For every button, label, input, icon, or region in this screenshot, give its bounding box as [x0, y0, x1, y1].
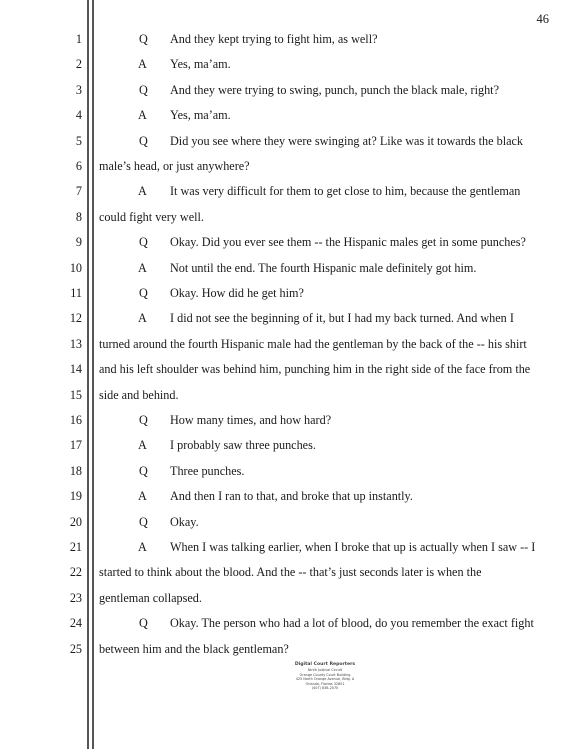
line-text: started to think about the blood. And the -- that’s just seconds later is when the: [99, 565, 482, 580]
line-text: Yes, ma’am.: [170, 108, 231, 123]
line-number: 2: [75, 57, 82, 72]
speaker-label: Q: [139, 413, 148, 427]
line-text: Yes, ma’am.: [170, 57, 231, 72]
speaker-label: Q: [139, 133, 148, 148]
speaker-label: Q: [139, 616, 148, 631]
line-number: 23: [69, 590, 82, 605]
transcript-line: [0, 131, 560, 151]
transcript-line: [0, 232, 560, 252]
speaker-label: Q: [139, 514, 148, 529]
transcript-line: [0, 588, 560, 608]
line-text: Okay. Did you ever see them -- the Hispanic males get in some punches?: [170, 235, 526, 250]
line-text: Did you see where they were swinging at? Like was it towards the black: [170, 133, 523, 148]
line-number: 18: [69, 463, 82, 478]
line-text: side and behind.: [99, 387, 179, 402]
speaker-label: Q: [139, 82, 148, 97]
transcript-line: [0, 639, 560, 659]
transcript-line: [0, 207, 560, 227]
transcript-line: [0, 461, 560, 481]
line-number: 20: [69, 514, 82, 529]
speaker-label: A: [138, 489, 147, 504]
transcript-line: [0, 385, 560, 405]
transcript-line: [0, 562, 560, 582]
speaker-label: A: [138, 438, 147, 453]
line-text: And then I ran to that, and broke that up instantly.: [170, 489, 413, 504]
line-text: could fight very well.: [99, 209, 204, 224]
speaker-label: A: [138, 108, 147, 123]
line-number: 13: [69, 336, 82, 351]
line-text: Not until the end. The fourth Hispanic male definitely got him.: [170, 260, 477, 275]
line-number: 12: [69, 311, 82, 326]
line-text: between him and the black gentleman?: [99, 641, 289, 656]
line-text: male’s head, or just anywhere?: [99, 159, 250, 173]
line-text: And they kept trying to fight him, as well?: [170, 32, 378, 46]
line-number: 8: [75, 209, 82, 224]
speaker-label: A: [138, 57, 147, 72]
transcript-line: [0, 512, 560, 532]
transcript-line: [0, 435, 560, 455]
line-number: 1: [75, 32, 82, 46]
line-number: 19: [69, 489, 82, 504]
line-number: 15: [69, 387, 82, 402]
transcript-line: [0, 54, 560, 74]
speaker-label: A: [138, 311, 147, 326]
footer-line: 425 North Orange Avenue, Bldg. A: [295, 677, 355, 682]
line-text: Okay. How did he get him?: [170, 286, 304, 300]
reporter-footer: [270, 662, 380, 691]
line-number: 21: [69, 540, 82, 554]
line-text: I probably saw three punches.: [170, 438, 316, 453]
transcript-line: [0, 537, 560, 557]
line-number: 24: [69, 616, 82, 631]
line-number: 4: [75, 108, 82, 123]
line-text: and his left shoulder was behind him, punching him in the right side of the face from the: [99, 362, 531, 377]
line-number: 16: [69, 413, 82, 427]
speaker-label: Q: [139, 32, 148, 46]
transcript-line: [0, 156, 560, 176]
transcript-line: [0, 334, 560, 354]
line-number: 3: [75, 82, 82, 97]
line-number: 9: [75, 235, 82, 250]
transcript-line: [0, 308, 560, 328]
transcript-line: [0, 29, 560, 49]
line-number: 7: [75, 184, 82, 199]
line-text: It was very difficult for them to get close to him, because the gentleman: [170, 184, 521, 199]
transcript-line: [0, 258, 560, 278]
line-number: 22: [69, 565, 82, 580]
line-number: 14: [69, 362, 82, 377]
line-number: 25: [69, 641, 82, 656]
line-number: 17: [69, 438, 82, 453]
line-text: turned around the fourth Hispanic male had the gentleman by the back of the -- his shirt: [99, 336, 527, 351]
footer-title: Digital Court Reporters: [294, 662, 356, 667]
speaker-label: Q: [139, 463, 148, 478]
line-text: When I was talking earlier, when I broke that up is actually when I saw -- I: [170, 540, 536, 554]
speaker-label: A: [138, 540, 147, 554]
footer-line: Orlando, Florida 32801: [305, 681, 345, 686]
transcript-line: [0, 283, 560, 303]
transcript-line: [0, 613, 560, 633]
transcript-line: [0, 486, 560, 506]
footer-line: (407) 836-2070: [311, 686, 339, 691]
line-number: 11: [70, 286, 82, 300]
line-text: I did not see the beginning of it, but I had my back turned. And when I: [170, 311, 514, 326]
footer-line: Ninth Judicial Circuit: [307, 668, 343, 672]
page-number: 46: [536, 12, 549, 26]
transcript-line: [0, 359, 560, 379]
footer-line: Orange County Court Building: [299, 672, 351, 677]
transcript-line: [0, 105, 560, 125]
speaker-label: A: [138, 184, 147, 199]
line-number: 10: [69, 260, 82, 275]
line-text: Okay.: [170, 514, 199, 529]
transcript-line: [0, 181, 560, 201]
line-number: 5: [75, 133, 82, 148]
line-number: 6: [75, 159, 82, 173]
line-text: Okay. The person who had a lot of blood, do you remember the exact fight: [170, 616, 534, 631]
speaker-label: Q: [139, 235, 148, 250]
line-text: gentleman collapsed.: [99, 590, 202, 605]
line-text: How many times, and how hard?: [170, 413, 332, 427]
line-text: Three punches.: [170, 463, 245, 478]
transcript-line: [0, 410, 560, 430]
transcript-line: [0, 80, 560, 100]
speaker-label: Q: [139, 286, 148, 300]
speaker-label: A: [138, 260, 147, 275]
line-text: And they were trying to swing, punch, punch the black male, right?: [170, 82, 499, 97]
